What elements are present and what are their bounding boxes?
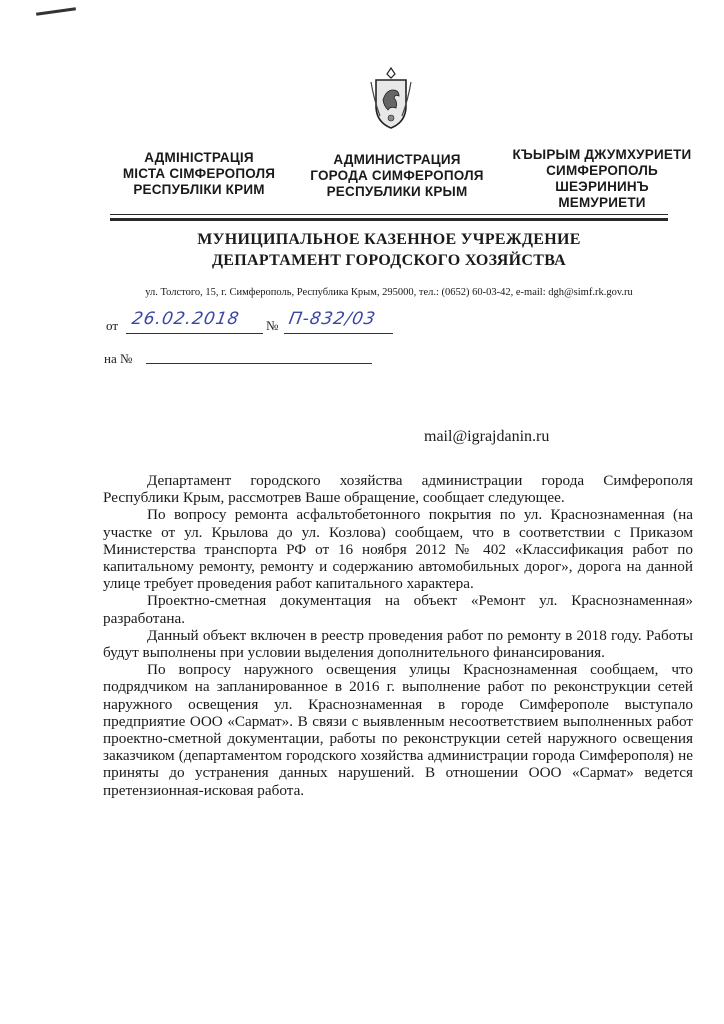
organization-title-line2: ДЕПАРТАМЕНТ ГОРОДСКОГО ХОЗЯЙСТВА — [211, 252, 567, 269]
header-ukrainian-line: РЕСПУБЛІКИ КРИМ — [133, 182, 265, 197]
reply-to-label: на № — [104, 351, 133, 366]
header-crimean-tatar — [502, 147, 702, 211]
number-underline — [284, 333, 393, 334]
body-paragraph: По вопросу наружного освещения улицы Краснознаменная сообщаем, что подрядчиком на запланированное в 2016 г. выполнение работ по реконструкции сетей наружного освещения ул. Краснознаменная в городе Симферополе выступало предприятие ООО «Сармат». В связи с выявленным несоответствием выполненных работ проектно-сметной документации, работы по реконструкции сетей наружного освещения заказчиком (департаментом городского хозяйства администрации города Симферополя) не приняты до устранения данных нарушений. В отношении ООО «Сармат» ведется претензионная-исковая работа. — [103, 661, 693, 799]
header-crimean-tatar-line: ШЕЭРИНИНЪ — [555, 179, 649, 194]
date-label: от — [106, 318, 119, 333]
organization-address: ул. Толстого, 15, г. Симферополь, Республика Крым, 295000, тел.: (0652) 60-03-42, e-mail: dgh@simf.rk.gov.ru — [145, 287, 633, 298]
header-russian-line: АДМИНИСТРАЦИЯ — [333, 152, 461, 167]
organization-title-line1: МУНИЦИПАЛЬНОЕ КАЗЕННОЕ УЧРЕЖДЕНИЕ — [197, 231, 581, 248]
recipient-email: mail@igrajdanin.ru — [424, 428, 550, 445]
header-ukrainian-line: АДМІНІСТРАЦІЯ — [144, 150, 254, 165]
header-russian — [298, 152, 496, 200]
scan-mark — [36, 7, 76, 16]
number-label: № — [266, 318, 279, 333]
handwritten-date: 26.02.2018 — [130, 309, 242, 329]
handwritten-number: П-832/03 — [287, 309, 378, 329]
header-divider-thick — [110, 218, 668, 221]
header-ukrainian-line: МІСТА СІМФЕРОПОЛЯ — [122, 166, 276, 181]
header-divider-thin — [110, 214, 668, 215]
header-crimean-tatar-line: КЪЫРЫМ ДЖУМХУРИЕТИ — [512, 147, 692, 162]
body-paragraph: Данный объект включен в реестр проведения работ по ремонту в 2018 году. Работы будут выполнены при условии выделения дополнительного финансирования. — [103, 626, 693, 662]
body-paragraph: Департамент городского хозяйства администрации города Симферополя Республики Крым, рассмотрев Ваше обращение, сообщает следующее. — [103, 472, 693, 507]
header-russian-line: ГОРОДА СИМФЕРОПОЛЯ — [310, 168, 484, 183]
letter-body — [103, 472, 693, 799]
date-underline — [126, 333, 263, 334]
body-paragraph: Проектно-сметная документация на объект «Ремонт ул. Краснознаменная» разработана. — [103, 592, 693, 627]
header-crimean-tatar-line: СИМФЕРОПОЛЬ — [546, 163, 658, 178]
header-crimean-tatar-line: МЕМУРИЕТИ — [558, 195, 646, 210]
header-ukrainian — [110, 150, 288, 198]
body-paragraph: По вопросу ремонта асфальтобетонного покрытия по ул. Краснознаменная (на участке от ул. Крылова до ул. Козлова) сообщаем, что в соответствии с Приказом Министерства транспорта РФ от 16 ноября 2012 № 402 «Классификация работ по капитальному ремонту, ремонту и содержанию автомобильных дорог», дорога на данной улице требует проведения работ капитального характера. — [103, 506, 693, 593]
coat-of-arms-emblem — [368, 66, 414, 130]
reply-to-underline — [146, 363, 372, 364]
header-russian-line: РЕСПУБЛИКИ КРЫМ — [326, 184, 468, 199]
